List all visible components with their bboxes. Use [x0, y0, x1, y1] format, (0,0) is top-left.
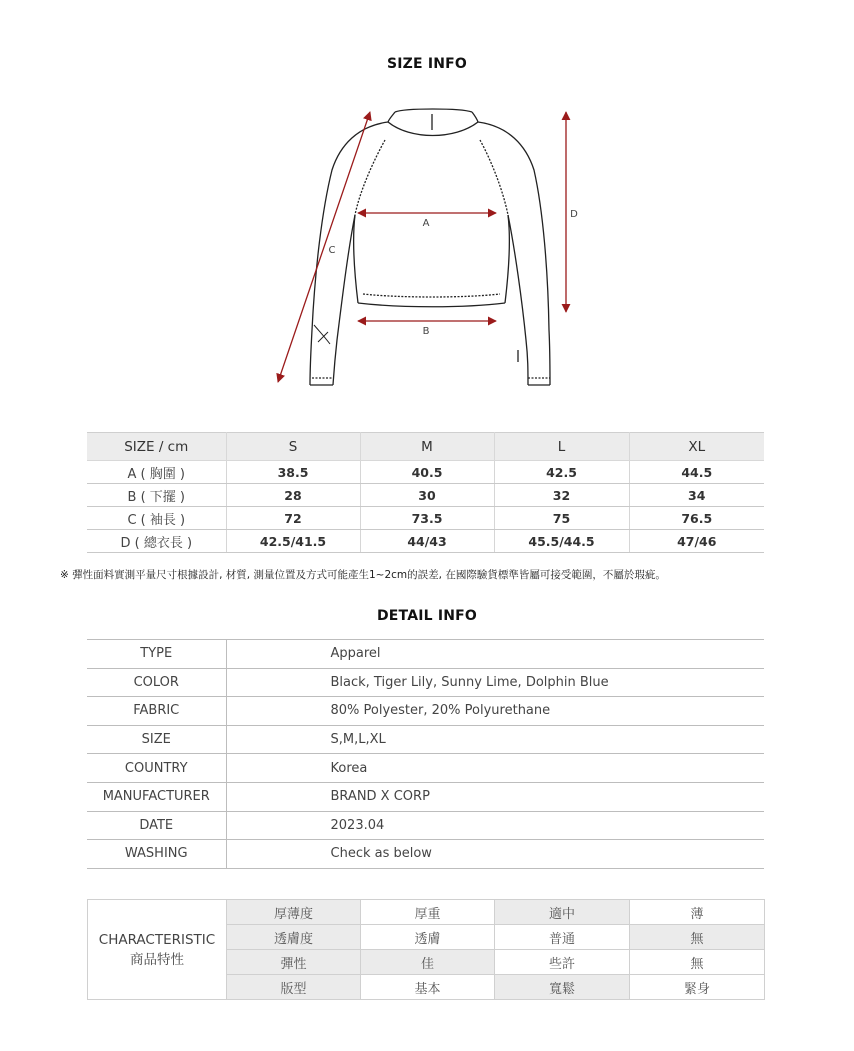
size-row — [87, 461, 764, 484]
characteristic-label: 彈性 — [227, 950, 361, 975]
size-header-row — [87, 433, 764, 461]
size-value: 45.5/44.5 — [494, 530, 629, 553]
size-row-label: C ( 袖長 ) — [87, 507, 226, 530]
characteristic-option: 緊身 — [630, 975, 765, 1000]
size-header-cell: L — [494, 433, 629, 461]
size-row-label: D ( 總衣長 ) — [87, 530, 226, 553]
characteristic-header-zh: 商品特性 — [130, 951, 184, 968]
size-value: 72 — [226, 507, 360, 530]
label-b: B — [422, 326, 430, 337]
detail-value: Black, Tiger Lily, Sunny Lime, Dolphin Blue — [226, 668, 764, 697]
detail-label: MANUFACTURER — [87, 782, 226, 811]
size-row — [87, 507, 764, 530]
characteristic-option: 普通 — [495, 925, 630, 950]
detail-label: FABRIC — [87, 697, 226, 726]
detail-value: Apparel — [226, 640, 764, 669]
detail-label: DATE — [87, 811, 226, 840]
characteristic-option-selected: 佳 — [361, 950, 495, 975]
characteristic-header — [88, 900, 227, 1000]
detail-row-color — [87, 668, 764, 697]
size-info-title: SIZE INFO — [386, 56, 468, 72]
size-value: 34 — [629, 484, 764, 507]
characteristic-row — [88, 900, 765, 925]
detail-label: COUNTRY — [87, 754, 226, 783]
size-table — [87, 432, 764, 553]
detail-value: 2023.04 — [226, 811, 764, 840]
characteristic-option: 透膚 — [361, 925, 495, 950]
characteristic-label: 透膚度 — [227, 925, 361, 950]
detail-label: TYPE — [87, 640, 226, 669]
size-value: 42.5/41.5 — [226, 530, 360, 553]
detail-row-country — [87, 754, 764, 783]
size-value: 40.5 — [360, 461, 494, 484]
detail-value: 80% Polyester, 20% Polyurethane — [226, 697, 764, 726]
size-row — [87, 484, 764, 507]
size-value: 44.5 — [629, 461, 764, 484]
characteristic-header-en: CHARACTERISTIC — [98, 931, 216, 948]
label-c: C — [328, 245, 336, 256]
label-d: D — [570, 209, 578, 220]
characteristic-option: 基本 — [361, 975, 495, 1000]
size-value: 47/46 — [629, 530, 764, 553]
detail-value: BRAND X CORP — [226, 782, 764, 811]
label-a: A — [422, 218, 430, 229]
size-value: 42.5 — [494, 461, 629, 484]
detail-row-size — [87, 725, 764, 754]
garment-diagram — [260, 100, 600, 400]
size-value: 44/43 — [360, 530, 494, 553]
characteristic-option: 些許 — [495, 950, 630, 975]
size-value: 76.5 — [629, 507, 764, 530]
size-value: 38.5 — [226, 461, 360, 484]
characteristic-option: 無 — [630, 950, 765, 975]
size-value: 28 — [226, 484, 360, 507]
characteristic-label: 厚薄度 — [227, 900, 361, 925]
detail-row-type — [87, 640, 764, 669]
characteristic-option: 厚重 — [361, 900, 495, 925]
detail-label: SIZE — [87, 725, 226, 754]
characteristic-option-selected: 無 — [630, 925, 765, 950]
detail-value: Check as below — [226, 840, 764, 869]
detail-row-washing — [87, 840, 764, 869]
size-disclaimer-note: ※ 彈性面料實測平量尺寸根據設計, 材質, 測量位置及方式可能產生1~2cm的誤差, 在國際驗貨標準皆屬可接受範圍，不屬於瑕疵。 — [60, 569, 666, 581]
size-row-label: B ( 下擺 ) — [87, 484, 226, 507]
size-header-cell: M — [360, 433, 494, 461]
size-value: 32 — [494, 484, 629, 507]
size-value: 75 — [494, 507, 629, 530]
size-value: 30 — [360, 484, 494, 507]
detail-row-fabric — [87, 697, 764, 726]
detail-row-manufacturer — [87, 782, 764, 811]
size-header-cell: SIZE / cm — [87, 433, 226, 461]
detail-value: S,M,L,XL — [226, 725, 764, 754]
detail-info-title: DETAIL INFO — [376, 608, 478, 624]
detail-table — [87, 639, 764, 869]
characteristic-label: 版型 — [227, 975, 361, 1000]
size-row — [87, 530, 764, 553]
characteristic-option-selected: 寬鬆 — [495, 975, 630, 1000]
size-header-cell: S — [226, 433, 360, 461]
size-header-cell: XL — [629, 433, 764, 461]
detail-label: WASHING — [87, 840, 226, 869]
detail-label: COLOR — [87, 668, 226, 697]
detail-value: Korea — [226, 754, 764, 783]
characteristic-table — [87, 899, 765, 1000]
detail-row-date — [87, 811, 764, 840]
size-row-label: A ( 胸圍 ) — [87, 461, 226, 484]
size-value: 73.5 — [360, 507, 494, 530]
characteristic-option: 薄 — [630, 900, 765, 925]
characteristic-option-selected: 適中 — [495, 900, 630, 925]
